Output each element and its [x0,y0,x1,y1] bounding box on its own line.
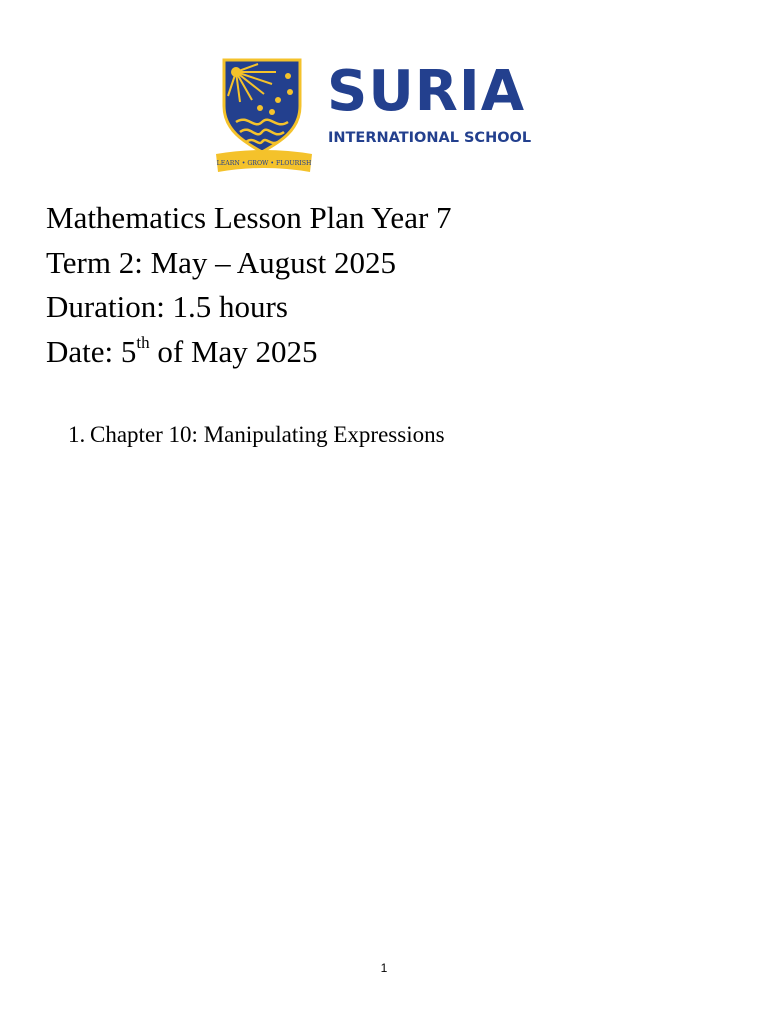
brand-name: SURIA [327,59,526,124]
school-crest-icon [214,56,314,178]
date-ordinal: th [136,333,150,353]
brand-subtitle: INTERNATIONAL SCHOOL [328,130,532,146]
page-number: 1 [380,961,388,975]
chapter-list [68,420,445,450]
motto-text: LEARN • GROW • FLOURISH [216,160,312,167]
list-item-text: Chapter 10: Manipulating Expressions [90,422,445,447]
lesson-header [46,196,452,374]
list-item-number: 1. [68,422,86,447]
school-logo [214,56,544,178]
term-line: Term 2: May – August 2025 [46,244,397,280]
document-title: Mathematics Lesson Plan Year 7 [46,200,452,235]
list-item [68,420,445,450]
date-prefix: Date: 5 [46,333,137,369]
date-suffix: of May 2025 [149,333,318,369]
duration-line: Duration: 1.5 hours [46,289,288,324]
date-line [46,330,452,375]
